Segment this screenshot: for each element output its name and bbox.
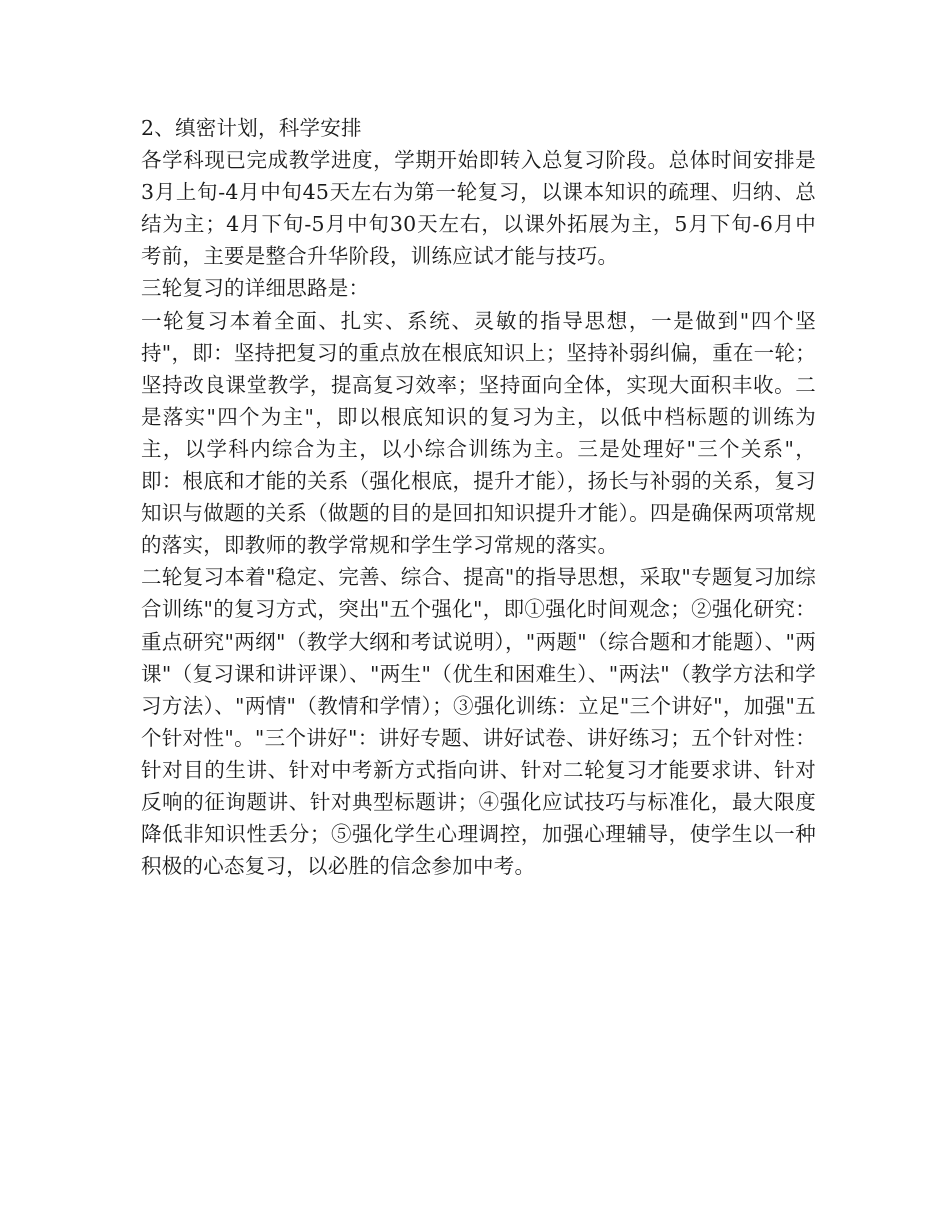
- paragraph-first-round: 一轮复习本着全面、扎实、系统、灵敏的指导思想，一是做到"四个坚持"，即：坚持把复习的重点放在根底知识上；坚持补弱纠偏，重在一轮；坚持改良课堂教学，提高复习效率；坚持面向全体，实现大面积丰收。二是落实"四个为主"，即以根底知识的复习为主，以低中档标题的训练为主，以学科内综合为主，以小综合训练为主。三是处理好"三个关系"，即：根底和才能的关系（强化根底，提升才能），扬长与补弱的关系，复习知识与做题的关系（做题的目的是回扣知识提升才能）。四是确保两项常规的落实，即教师的教学常规和学生学习常规的落实。: [141, 308, 816, 558]
- paragraph-schedule: 各学科现已完成教学进度，学期开始即转入总复习阶段。总体时间安排是3月上旬-4月中旬45天左右为第一轮复习，以课本知识的疏理、归纳、总结为主；4月下旬-5月中旬30天左右，以课外拓展为主，5月下旬-6月中考前，主要是整合升华阶段，训练应试才能与技巧。: [141, 148, 816, 269]
- document-body: [141, 112, 816, 882]
- paragraph-intro: 三轮复习的详细思路是：: [141, 276, 370, 301]
- section-heading: 2、缜密计划，科学安排: [141, 116, 362, 140]
- paragraph-second-round: 二轮复习本着"稳定、完善、综合、提高"的指导思想，采取"专题复习加综合训练"的复习方式，突出"五个强化"，即①强化时间观念；②强化研究：重点研究"两纲"（教学大纲和考试说明），"两题"（综合题和才能题）、"两课"（复习课和讲评课）、"两生"（优生和困难生）、"两法"（教学方法和学习方法）、"两情"（教情和学情）；③强化训练：立足"三个讲好"，加强"五个针对性"。"三个讲好"：讲好专题、讲好试卷、讲好练习；五个针对性：针对目的生讲、针对中考新方式指向讲、针对二轮复习才能要求讲、针对反响的征询题讲、针对典型标题讲；④强化应试技巧与标准化，最大限度降低非知识性丢分；⑤强化学生心理调控，加强心理辅导，使学生以一种积极的心态复习，以必胜的信念参加中考。: [141, 565, 816, 879]
